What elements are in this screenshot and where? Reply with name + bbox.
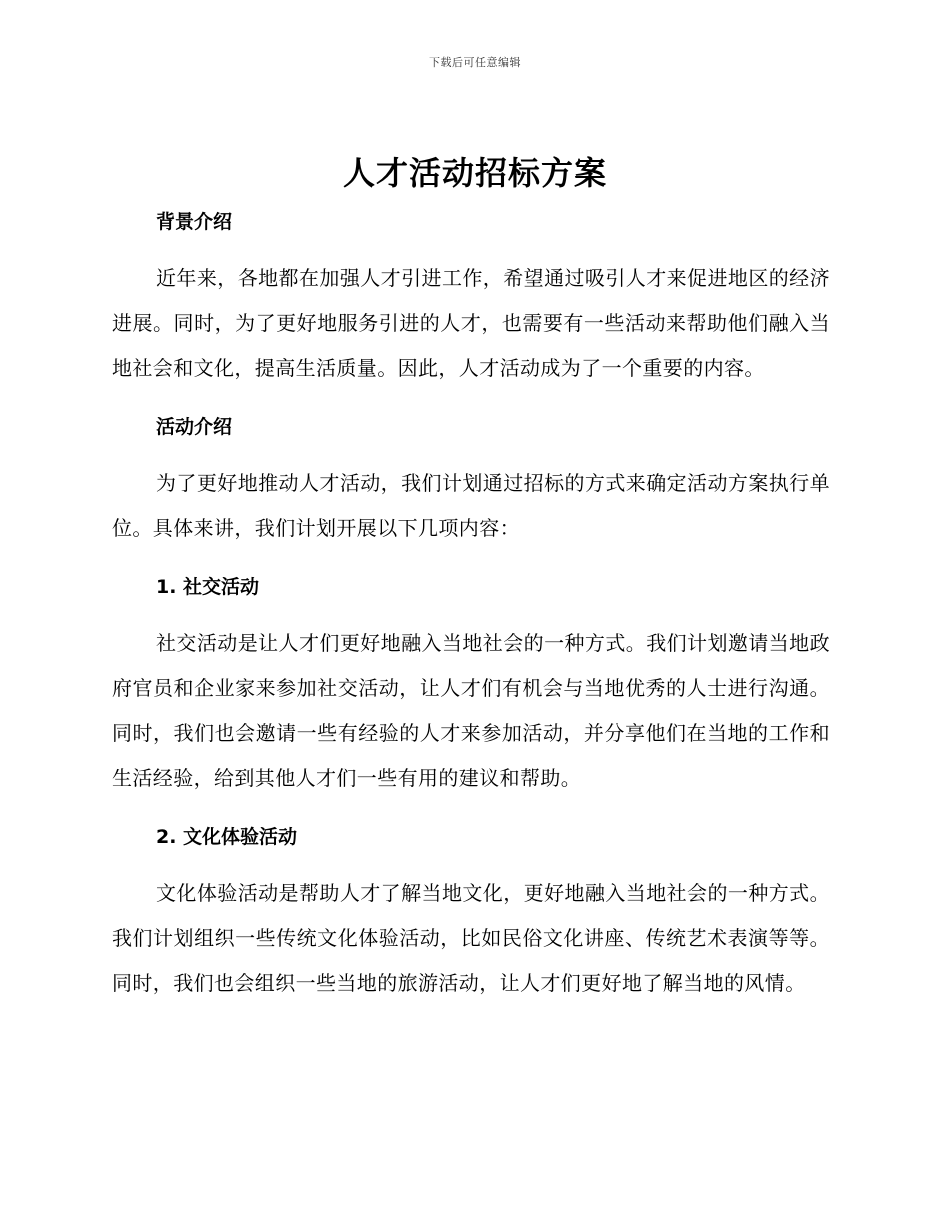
header-note: 下载后可任意编辑: [429, 56, 521, 69]
paragraph-activity-intro: 为了更好地推动人才活动，我们计划通过招标的方式来确定活动方案执行单位。具体来讲，我们计划开展以下几项内容：: [112, 471, 830, 540]
paragraph-social: 社交活动是让人才们更好地融入当地社会的一种方式。我们计划邀请当地政府官员和企业家来参加社交活动，让人才们有机会与当地优秀的人士进行沟通。同时，我们也会邀请一些有经验的人才来参加活动，并分享他们在当地的工作和生活经验，给到其他人才们一些有用的建议和帮助。: [112, 631, 830, 790]
section-heading-background: 背景介绍: [156, 211, 233, 233]
document-title: 人才活动招标方案: [342, 154, 607, 192]
paragraph-background: 近年来，各地都在加强人才引进工作，希望通过吸引人才来促进地区的经济进展。同时，为了更好地服务引进的人才，也需要有一些活动来帮助他们融入当地社会和文化，提高生活质量。因此，人才活动成为了一个重要的内容。: [112, 266, 830, 380]
document-body: [112, 200, 830, 1006]
section-heading-culture: 2. 文化体验活动: [156, 826, 298, 848]
paragraph-culture: 文化体验活动是帮助人才了解当地文化，更好地融入当地社会的一种方式。我们计划组织一些传统文化体验活动，比如民俗文化讲座、传统艺术表演等等。同时，我们也会组织一些当地的旅游活动，让人才们更好地了解当地的风情。: [112, 881, 830, 995]
section-heading-activity-intro: 活动介绍: [156, 416, 233, 438]
section-heading-social: 1. 社交活动: [156, 576, 260, 598]
